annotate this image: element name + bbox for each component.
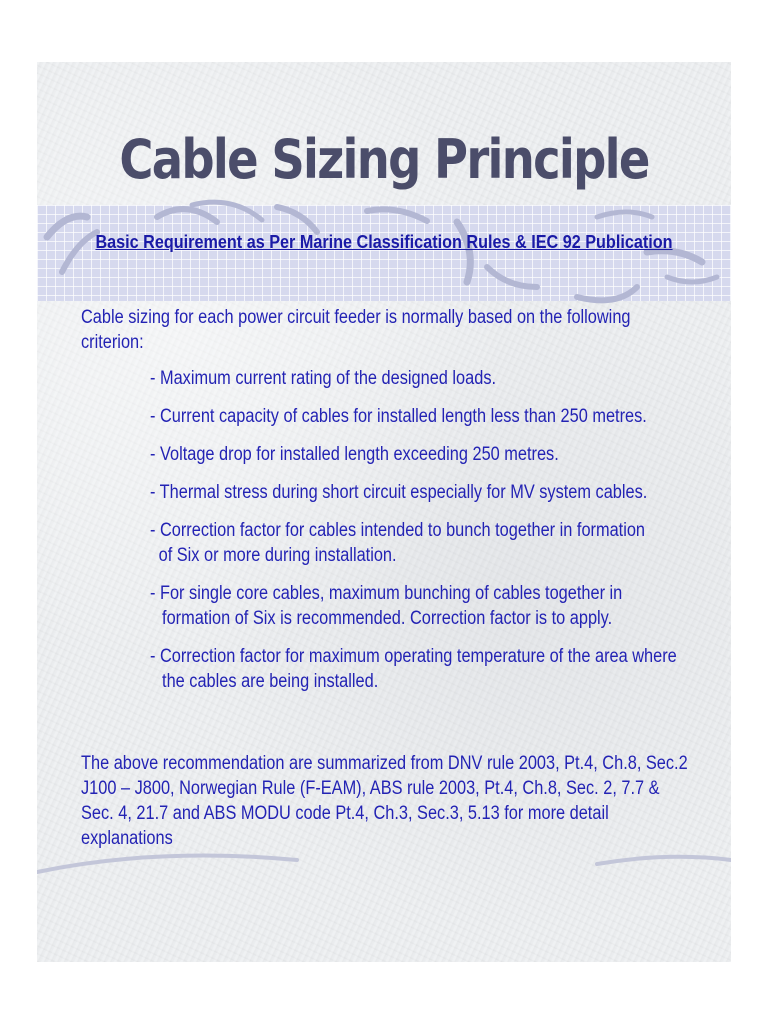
bullet-line: - For single core cables, maximum bunching of cables together in [150, 583, 623, 604]
bullet-line: - Correction factor for cables intended to bunch together in formation [150, 520, 646, 541]
bullet-item: - Voltage drop for installed length exceeding 250 metres. [150, 444, 559, 465]
summary-paragraph [81, 751, 688, 851]
bullet-item [150, 518, 646, 568]
bullet-item: - Thermal stress during short circuit especially for MV system cables. [150, 482, 648, 503]
bullet-item [150, 644, 677, 694]
bullet-item: - Current capacity of cables for installed length less than 250 metres. [150, 406, 647, 427]
bullet-item: - Maximum current rating of the designed loads. [150, 368, 497, 389]
bullet-line: - Correction factor for maximum operating temperature of the area where [150, 646, 677, 667]
swirl-decoration-icon [37, 197, 731, 309]
bottom-swirl-icon [37, 842, 731, 882]
bullet-line: formation of Six is recommended. Correction factor is to apply. [162, 608, 613, 629]
intro-line: criterion: [81, 332, 144, 353]
summary-line: explanations [81, 828, 173, 849]
summary-line: Sec. 4, 21.7 and ABS MODU code Pt.4, Ch.3, Sec.3, 5.13 for more detail [81, 803, 609, 824]
body-text [81, 305, 721, 851]
bullet-line: of Six or more during installation. [158, 545, 397, 566]
page-title: Cable Sizing Principle [119, 128, 649, 191]
summary-line: The above recommendation are summarized from DNV rule 2003, Pt.4, Ch.8, Sec.2 [81, 753, 688, 774]
summary-line: J100 – J800, Norwegian Rule (F-EAM), ABS rule 2003, Pt.4, Ch.8, Sec. 2, 7.7 & [81, 778, 660, 799]
subtitle-link: Basic Requirement as Per Marine Classification Rules & IEC 92 Publication [95, 232, 673, 252]
bullet-item [150, 581, 641, 631]
slide [37, 62, 731, 962]
intro-line: Cable sizing for each power circuit feeder is normally based on the following [81, 307, 631, 328]
bullet-line: the cables are being installed. [162, 671, 379, 692]
header-band [37, 205, 731, 301]
